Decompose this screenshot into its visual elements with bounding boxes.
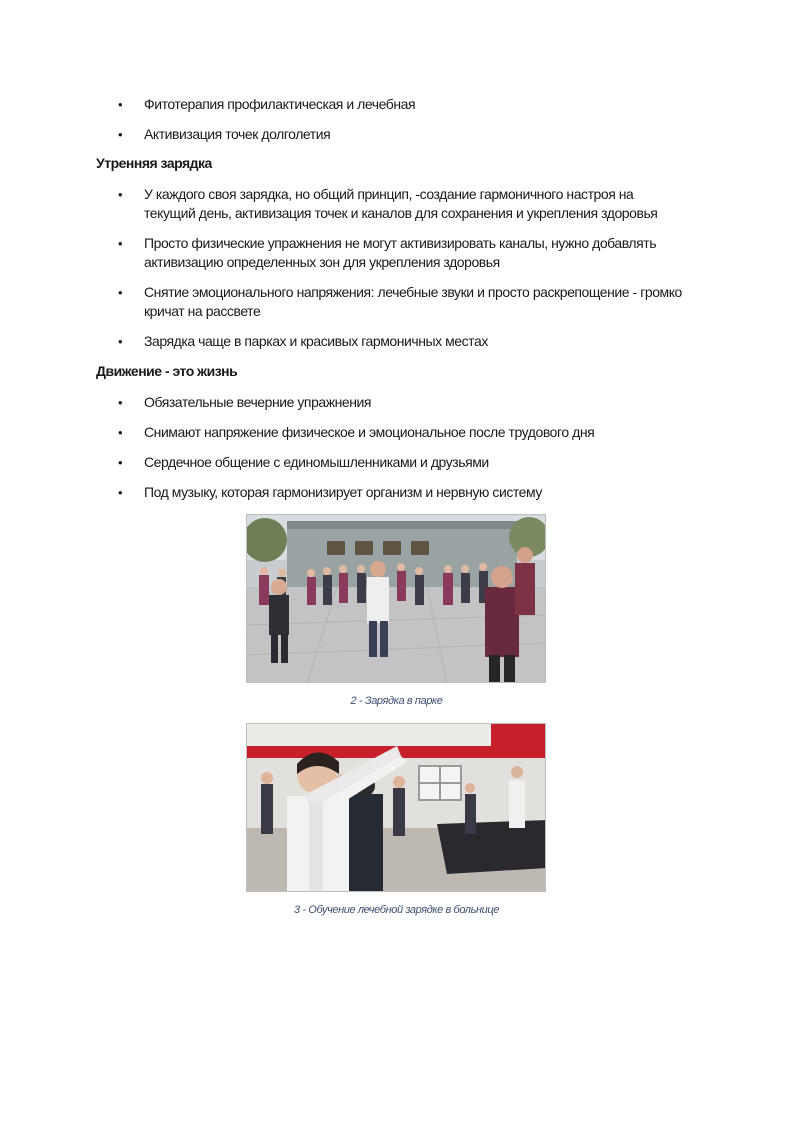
morning-bullet-list bbox=[0, 185, 793, 351]
hospital-exercise-photo bbox=[246, 723, 546, 892]
list-item: • Снимают напряжение физическое и эмоциональное после трудового дня bbox=[0, 423, 793, 442]
list-item: • Снятие эмоционального напряжения: лечебные звуки и просто раскрепощение - громко кричат на рассвете bbox=[0, 283, 793, 321]
park-exercise-photo bbox=[246, 514, 546, 683]
list-item: • Под музыку, которая гармонизирует организм и нервную систему bbox=[0, 483, 793, 502]
list-item: • Обязательные вечерние упражнения bbox=[0, 393, 793, 412]
section-heading-movement: Движение - это жизнь bbox=[96, 363, 238, 379]
list-item: • Активизация точек долголетия bbox=[0, 125, 793, 144]
movement-bullet-list bbox=[0, 393, 793, 502]
list-item: • У каждого своя зарядка, но общий принцип, -создание гармоничного настроя на текущий день, активизация точек и каналов для сохранения и укрепления здоровья bbox=[0, 185, 793, 223]
list-item: • Зарядка чаще в парках и красивых гармоничных местах bbox=[0, 332, 793, 351]
figure-caption: 3 - Обучение лечебной зарядке в больнице bbox=[294, 904, 499, 916]
list-item: • Сердечное общение с единомышленниками и друзьями bbox=[0, 453, 793, 472]
figure-caption: 2 - Зарядка в парке bbox=[350, 695, 443, 707]
list-item: • Фитотерапия профилактическая и лечебная bbox=[0, 95, 793, 114]
list-item: • Просто физические упражнения не могут активизировать каналы, нужно добавлять активизацию определенных зон для укрепления здоровья bbox=[0, 234, 793, 272]
top-bullet-list bbox=[0, 95, 793, 144]
section-heading-morning: Утренняя зарядка bbox=[96, 155, 212, 171]
